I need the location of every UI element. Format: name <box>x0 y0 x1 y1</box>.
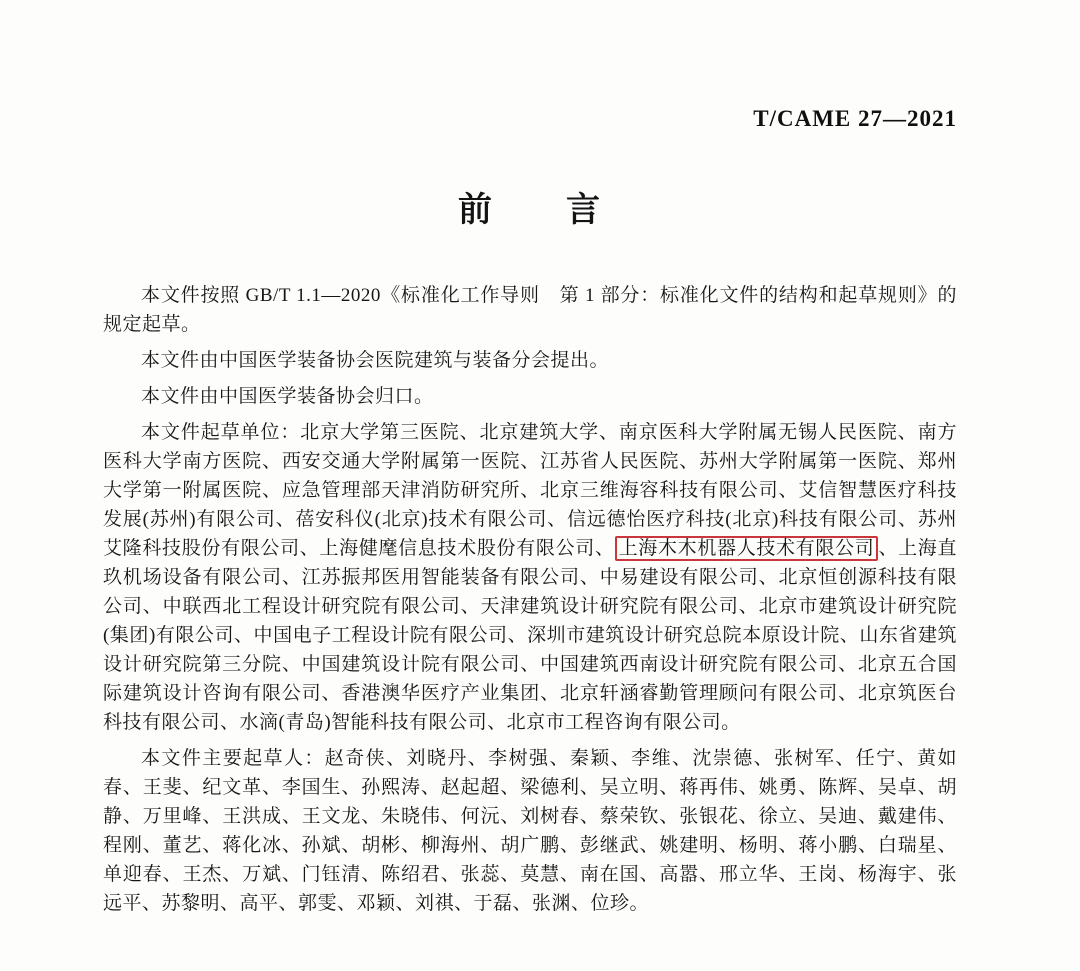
drafting-units-text-before: 本文件起草单位：北京大学第三医院、北京建筑大学、南京医科大学附属无锡人民医院、南方医科大学南方医院、西安交通大学附属第一医院、江苏省人民医院、苏州大学附属第一医院、郑州大学第一附属医院、应急管理部天津消防研究所、北京三维海容科技有限公司、艾信智慧医疗科技发展(苏州)有限公司、蓓安科仪(北京)技术有限公司、信远德怡医疗科技(北京)科技有限公司、苏州艾隆科技股份有限公司、上海健麾信息技术股份有限公司、 <box>103 422 957 559</box>
page-title: 前 言 <box>458 191 602 229</box>
paragraph-centralized-by: 本文件由中国医学装备协会归口。 <box>141 386 434 407</box>
paragraph-proposed-by: 本文件由中国医学装备协会医院建筑与装备分会提出。 <box>141 350 610 371</box>
document-page <box>0 106 1080 971</box>
highlighted-company-box: 上海木木机器人技术有限公司 <box>615 536 879 561</box>
paragraph-drafting-units <box>103 418 957 737</box>
doc-number: T/CAME 27—2021 <box>753 106 957 131</box>
paragraph-drafters: 本文件主要起草人：赵奇侠、刘晓丹、李树强、秦颖、李维、沈崇德、张树军、任宁、黄如春、王斐、纪文革、李国生、孙熙涛、赵起超、梁德利、吴立明、蒋再伟、姚勇、陈辉、吴卓、胡静、万里峰、王洪成、王文龙、朱晓伟、何沅、刘树春、蔡荣钦、张银花、徐立、吴迪、戴建伟、程刚、董艺、蒋化冰、孙斌、胡彬、柳海州、胡广鹏、彭继武、姚建明、杨明、蒋小鹏、白瑞星、单迎春、王杰、万斌、门钰清、陈绍君、张蕊、莫慧、南在国、高嚣、邢立华、王岗、杨海宇、张远平、苏黎明、高平、郭雯、邓颖、刘祺、于磊、张渊、位珍。 <box>103 748 957 914</box>
drafting-units-text-after: 、上海直玖机场设备有限公司、江苏振邦医用智能装备有限公司、中易建设有限公司、北京恒创源科技有限公司、中联西北工程设计研究院有限公司、天津建筑设计研究院有限公司、北京市建筑设计研究院(集团)有限公司、中国电子工程设计院有限公司、深圳市建筑设计研究总院本原设计院、山东省建筑设计研究院第三分院、中国建筑设计院有限公司、中国建筑西南设计研究院有限公司、北京五合国际建筑设计咨询有限公司、香港澳华医疗产业集团、北京轩涵睿勤管理顾问有限公司、北京筑医台科技有限公司、水滴(青岛)智能科技有限公司、北京市工程咨询有限公司。 <box>103 538 957 733</box>
paragraph-scope: 本文件按照 GB/T 1.1—2020《标准化工作导则 第 1 部分：标准化文件的结构和起草规则》的规定起草。 <box>103 285 957 335</box>
document-body <box>103 281 957 918</box>
